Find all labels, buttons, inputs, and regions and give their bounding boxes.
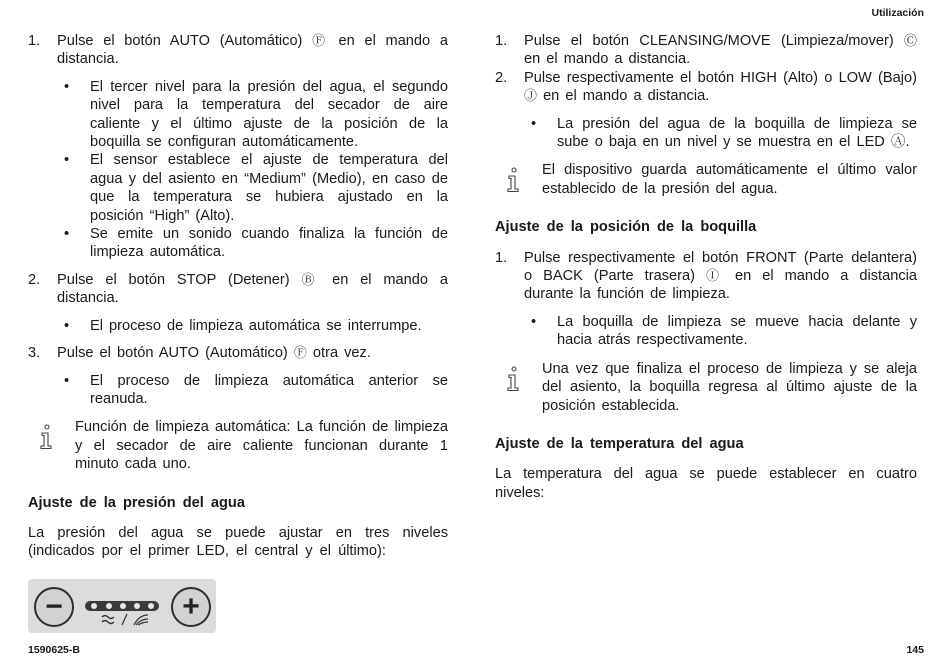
info-note: [495, 360, 917, 415]
key-label: Ⓙ: [524, 88, 538, 104]
step-1-bullets: [28, 78, 448, 262]
led-indicator-bar: [85, 601, 159, 611]
step-1: [28, 32, 448, 69]
key-label: Ⓘ: [705, 268, 724, 284]
right-column: [495, 32, 917, 502]
remote-control-illustration: [28, 579, 216, 633]
step-text: Pulse respectivamente el botón HIGH (Alto) o LOW (Bajo): [524, 69, 917, 86]
step-text-end: en el mando a distancia.: [524, 51, 691, 68]
bullet-dot: •: [64, 372, 70, 389]
bullet-item: • El sensor establece el ajuste de temperatura del agua y del asiento en “Medium” (Medio), en caso de que la temperatura se hubiera ajustado en la posición “High” (Alto).: [64, 152, 448, 224]
key-label: Ⓕ: [312, 33, 329, 48]
bullet-item: • El proceso de limpieza automática anterior se reanuda.: [64, 372, 448, 407]
section-heading: Ajuste de la presión del agua: [28, 494, 245, 511]
info-icon: [38, 424, 54, 450]
bullet-dot: •: [64, 226, 70, 243]
bullet-item: • El proceso de limpieza automática se interrumpe.: [64, 317, 422, 334]
step-number: 2.: [28, 271, 41, 288]
bullet-dot: •: [64, 317, 70, 334]
section-heading: Ajuste de la posición de la boquilla: [495, 219, 757, 236]
minus-button: −: [34, 587, 74, 627]
step-number: 1.: [495, 33, 508, 49]
step-text-end: en el mando a distancia durante la función de limpieza.: [524, 268, 917, 303]
step-text-end: en el mando a distancia.: [57, 271, 448, 307]
step-text: Pulse el botón AUTO (Automático): [57, 345, 294, 362]
step-number: 1.: [495, 249, 508, 266]
info-note: [495, 161, 917, 198]
section-header: Utilización: [871, 7, 924, 19]
step-number: 2.: [495, 69, 508, 86]
info-icon: [505, 366, 521, 392]
bullet-dot: •: [531, 313, 537, 330]
paragraph: La presión del agua se puede ajustar en tres niveles (indicados por el primer LED, el central y el último):: [28, 524, 448, 560]
step-text-end: otra vez.: [306, 345, 371, 362]
step-2: [495, 69, 917, 106]
step-text: Pulse el botón STOP (Detener): [57, 271, 302, 288]
step-2-bullets: [28, 317, 448, 335]
step-3: [28, 344, 448, 362]
step-2: [28, 271, 448, 308]
led: [148, 603, 154, 609]
left-column: [28, 32, 448, 561]
step-text: Pulse respectivamente el botón FRONT (Parte delantera) o BACK (Parte trasera): [524, 249, 917, 285]
step-2-bullets: [495, 115, 917, 152]
note-text: Una vez que finaliza el proceso de limpieza y se aleja del asiento, la boquilla regresa al último ajuste de la posición establecida.: [542, 360, 917, 414]
paragraph: La temperatura del agua se puede establecer en cuatro niveles:: [495, 466, 917, 501]
led: [91, 603, 97, 609]
step-1: [495, 32, 917, 69]
bullet-dot: •: [64, 78, 70, 95]
plus-button: +: [171, 587, 211, 627]
step-1: [495, 249, 917, 304]
note-text: El dispositivo guarda automáticamente el último valor establecido de la presión del agua.: [542, 162, 917, 197]
step-number: 1.: [28, 33, 41, 49]
key-label: Ⓒ: [903, 33, 917, 48]
info-note: [28, 418, 448, 473]
page-number: 145: [906, 644, 924, 656]
step-number: 3.: [28, 345, 41, 362]
bullet-dot: •: [64, 152, 70, 169]
led: [134, 603, 140, 609]
bullet-dot: •: [531, 115, 537, 132]
water-pressure-symbol-icon: [98, 611, 154, 627]
step-text-end: en el mando a distancia.: [57, 33, 448, 68]
step-bullets: [495, 313, 917, 350]
step-text-end: en el mando a distancia.: [537, 88, 710, 105]
led: [120, 603, 126, 609]
step-3-bullets: [28, 372, 448, 409]
step-text: Pulse el botón AUTO (Automático): [57, 33, 313, 49]
step-text: Pulse el botón CLEANSING/MOVE (Limpieza/mover): [524, 33, 904, 49]
bullet-item: • El tercer nivel para la presión del agua, el segundo nivel para la temperatura del secador de aire caliente y el último ajuste de la posición de la boquilla se configuran automáticamente.: [64, 78, 448, 151]
key-label: Ⓕ: [293, 345, 307, 361]
bullet-item: • Se emite un sonido cuando finaliza la función de limpieza automática.: [64, 226, 448, 261]
key-label: Ⓑ: [301, 271, 321, 287]
bullet-item: • La boquilla de limpieza se mueve hacia delante y hacia atrás respectivamente.: [531, 313, 917, 349]
section-heading: Ajuste de la temperatura del agua: [495, 435, 744, 452]
info-icon: [505, 167, 521, 193]
document-code: 1590625-B: [28, 644, 80, 656]
note-text: Función de limpieza automática: La función de limpieza y el secador de aire caliente funcionan durante 1 minuto cada uno.: [75, 419, 448, 473]
led: [106, 603, 112, 609]
bullet-item: • La presión del agua de la boquilla de limpieza se sube o baja en un nivel y se muestra en el LED Ⓐ.: [531, 115, 917, 151]
